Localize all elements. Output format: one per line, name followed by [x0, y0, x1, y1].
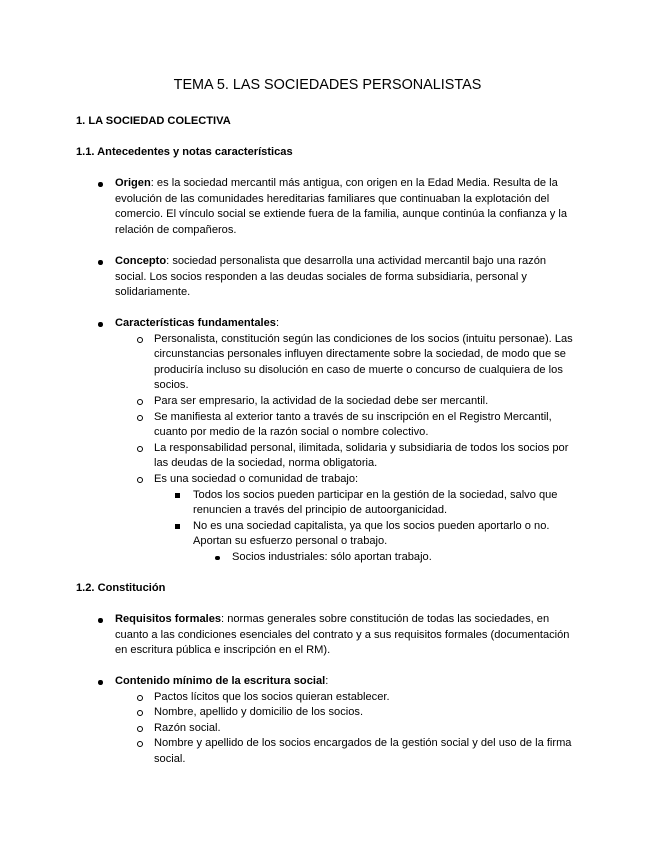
caracteristicas-colon: : [275, 317, 280, 329]
industriales-text: Socios industriales: sólo aportan trabajo. [232, 550, 432, 563]
list-item [154, 394, 579, 410]
term-origen: Origen [115, 177, 151, 189]
list-contenido [115, 674, 579, 768]
bullet-icon [98, 680, 103, 685]
list-item [154, 410, 579, 441]
circle-bullet-icon [137, 446, 143, 452]
term-caracteristicas: Características fundamentales [115, 317, 276, 329]
list-item [154, 441, 579, 472]
square-bullet-icon [175, 493, 180, 498]
section-heading-sociedad-colectiva: 1. LA SOCIEDAD COLECTIVA [76, 115, 231, 127]
trabajo-text: Todos los socios pueden participar en la gestión de la sociedad, salvo que renuncien a través del principio de autoorganicidad. [193, 488, 558, 517]
caracteristica-text: Es una sociedad o comunidad de trabajo: [154, 472, 359, 485]
caracteristica-text: Para ser empresario, la actividad de la sociedad debe ser mercantil. [154, 394, 489, 407]
page-title: TEMA 5. LAS SOCIEDADES PERSONALISTAS [173, 77, 482, 93]
circle-bullet-icon [137, 695, 143, 701]
list-caracteristicas [115, 316, 579, 566]
list-item-requisitos [115, 612, 579, 659]
square-bullet-icon [175, 524, 180, 529]
list-item-caracteristicas [115, 316, 579, 566]
trabajo-text: No es una sociedad capitalista, ya que los socios pueden aportarlo o no. Aportan su esfuerzo personal o trabajo. [193, 519, 550, 548]
bullet-icon [98, 322, 103, 327]
list-item-concepto [115, 254, 579, 301]
sublist-contenido [154, 690, 579, 768]
list-item [154, 332, 579, 394]
circle-bullet-icon [137, 415, 143, 421]
bullet-icon [215, 556, 220, 561]
subsection-heading-constitucion: 1.2. Constitución [76, 582, 166, 594]
sublist-trabajo [193, 488, 579, 566]
subsection-heading-antecedentes: 1.1. Antecedentes y notas características [76, 146, 293, 158]
list-concepto [115, 254, 579, 301]
bullet-icon [98, 618, 103, 623]
text-concepto: : sociedad personalista que desarrolla una actividad mercantil bajo una razón social. Los socios responden a las deudas sociales de forma subsidiaria, personal y solidariamente. [115, 255, 547, 299]
list-item [154, 721, 579, 737]
circle-bullet-icon [137, 399, 143, 405]
text-requisitos: : normas generales sobre constitución de todas las sociedades, en cuanto a las condiciones esenciales del contrato y a sus requisitos formales (documentación en escritura pública e inscripción en el RM). [115, 613, 570, 657]
caracteristica-text: Se manifiesta al exterior tanto a través de su inscripción en el Registro Mercantil, cuanto por medio de la razón social o nombre colectivo. [154, 410, 552, 439]
term-concepto: Concepto [115, 255, 167, 267]
contenido-text: Nombre, apellido y domicilio de los socios. [154, 706, 364, 719]
list-origen [115, 176, 579, 238]
caracteristica-text: Personalista, constitución según las condiciones de los socios (intuitu personae). Las circunstancias personales influyen directamente sobre la sociedad, de modo que se produciría incluso su disolución en caso de muerte o concurso de cualquiera de los socios. [154, 332, 573, 392]
contenido-text: Pactos lícitos que los socios quieran establecer. [154, 690, 390, 703]
text-origen: : es la sociedad mercantil más antigua, con origen en la Edad Media. Resulta de la evolución de las comunidades hereditarias familiares que continuaban la explotación del comercio. El vínculo social se extiende fuera de la familia, aunque continúa la confianza y la relación de compañeros. [115, 177, 568, 236]
term-requisitos: Requisitos formales [115, 613, 222, 625]
contenido-text: Razón social. [154, 721, 221, 734]
contenido-colon: : [325, 675, 329, 687]
list-requisitos [115, 612, 579, 659]
sublist-industriales [232, 550, 579, 566]
term-contenido: Contenido mínimo de la escritura social [115, 675, 326, 687]
list-item-contenido [115, 674, 579, 768]
list-item-origen [115, 176, 579, 238]
bullet-icon [98, 260, 103, 265]
list-item [154, 472, 579, 566]
list-item [154, 705, 579, 721]
list-item [193, 488, 579, 519]
circle-bullet-icon [137, 726, 143, 732]
circle-bullet-icon [137, 741, 143, 747]
bullet-icon [98, 182, 103, 187]
circle-bullet-icon [137, 710, 143, 716]
list-item [154, 736, 579, 767]
caracteristica-text: La responsabilidad personal, ilimitada, solidaria y subsidiaria de todos los socios por las deudas de la sociedad, norma obligatoria. [154, 441, 569, 470]
list-item [232, 550, 579, 566]
contenido-text: Nombre y apellido de los socios encargados de la gestión social y del uso de la firma social. [154, 737, 572, 765]
list-item [154, 690, 579, 706]
circle-bullet-icon [137, 337, 143, 343]
list-item [193, 519, 579, 566]
sublist-caracteristicas [154, 332, 579, 566]
circle-bullet-icon [137, 477, 143, 483]
